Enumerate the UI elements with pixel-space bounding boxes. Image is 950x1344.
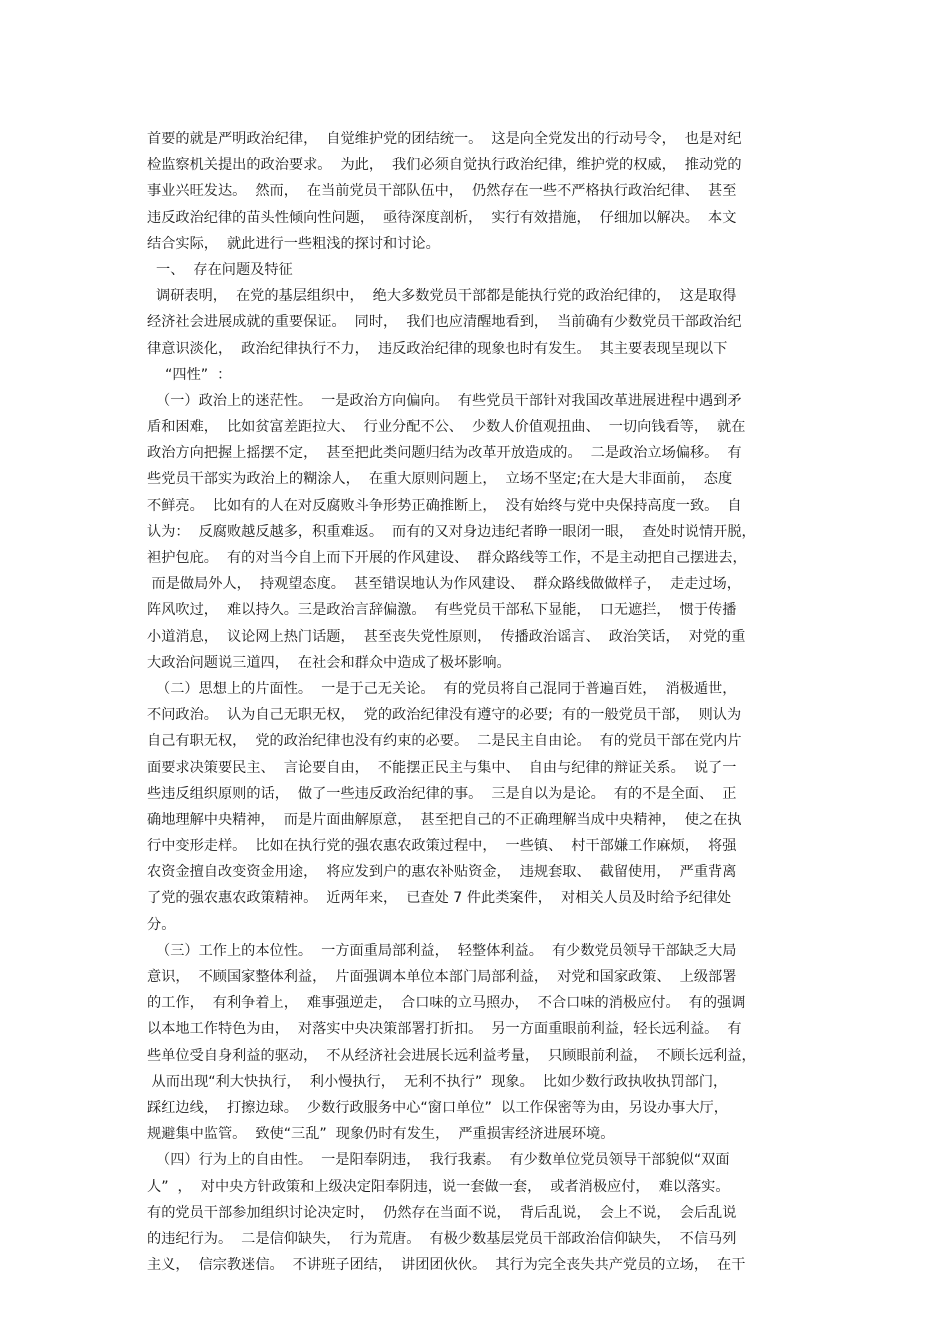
text-line: （四）行为上的自由性。 一是阳奉阴违， 我行我素。 有少数单位党员领导干部貌似“双面 — [147, 1152, 730, 1169]
text-line: 违反政治纪律的苗头性倾向性问题， 亟待深度剖析， 实行有效措施， 仔细加以解决。 本文 — [147, 209, 737, 226]
text-line: 而是做局外人， 持观望态度。 甚至错误地认为作风建设、 群众路线做做样子， 走走过场， — [147, 576, 741, 593]
text-line: 不问政治。 认为自己无职无权， 党的政治纪律没有遵守的必要; 有的一般党员干部， 则认为 — [147, 707, 742, 724]
text-line: 些党员干部实为政治上的糊涂人， 在重大原则问题上， 立场不坚定;在大是大非面前， 态度 — [147, 471, 733, 488]
text-line: 不鲜亮。 比如有的人在对反腐败斗争形势正确推断上， 没有始终与党中央保持高度一致。 自 — [147, 497, 742, 514]
text-line: 检监察机关提出的政治要求。 为此， 我们必须自觉执行政治纪律，维护党的权威， 推动党的 — [147, 157, 742, 174]
text-line: 小道消息， 议论网上热门话题， 甚至丧失党性原则， 传播政治谣言、 政治笑话， 对党的重 — [147, 628, 746, 645]
text-line: 自己有职无权， 党的政治纪律也没有约束的必要。 二是民主自由论。 有的党员干部在党内片 — [147, 733, 742, 750]
text-line: （一）政治上的迷茫性。 一是政治方向偏向。 有些党员干部针对我国改革进展进程中遇到矛 — [147, 392, 742, 409]
text-line: 人” ， 对中央方针政策和上级决定阳奉阴违，说一套做一套， 或者消极应付， 难以落实。 — [147, 1178, 730, 1195]
text-line: 认为： 反腐败越反越多，积重难返。 而有的又对身边违纪者睁一眼闭一眼， 查处时说情开脱， — [147, 523, 756, 540]
text-line: （二）思想上的片面性。 一是于己无关论。 有的党员将自己混同于普遍百姓， 消极遁世， — [147, 680, 737, 697]
text-line: 踩红边线， 打擦边球。 少数行政服务中心“窗口单位” 以工作保密等为由，另设办事大厅， — [147, 1099, 728, 1116]
text-line: （三）工作上的本位性。 一方面重局部利益， 轻整体利益。 有少数党员领导干部缺乏大局 — [147, 942, 737, 959]
text-line: 的违纪行为。 二是信仰缺失， 行为荒唐。 有极少数基层党员干部政治信仰缺失， 不信马列 — [147, 1230, 737, 1247]
text-line: 大政治问题说三道四， 在社会和群众中造成了极坏影响。 — [147, 654, 511, 671]
text-line: 首要的就是严明政治纪律， 自觉维护党的团结统一。 这是向全党发出的行动号令， 也是对纪 — [147, 131, 742, 147]
text-line: 以本地工作特色为由， 对落实中央决策部署打折扣。 另一方面重眼前利益，轻长远利益。 有 — [147, 1021, 742, 1038]
body-text — [147, 126, 812, 1278]
text-line: 袒护包庇。 有的对当今自上而下开展的作风建设、 群众路线等工作，不是主动把自己摆进去， — [147, 550, 747, 566]
text-line: 主义， 信宗教迷信。 不讲班子团结， 讲团团伙伙。 其行为完全丧失共产党员的立场， 在干 — [147, 1257, 746, 1274]
text-line: 些单位受自身利益的驱动， 不从经济社会进展长远利益考量， 只顾眼前利益， 不顾长远利益， — [147, 1047, 756, 1064]
text-line: 阵风吹过， 难以持久。三是政治言辞偏激。 有些党员干部私下显能， 口无遮拦， 惯于传播 — [147, 602, 737, 619]
text-line: 有的党员干部参加组织讨论决定时， 仍然存在当面不说， 背后乱说， 会上不说， 会后乱说 — [147, 1204, 737, 1221]
text-line: 结合实际， 就此进行一些粗浅的探讨和讨论。 — [147, 235, 440, 252]
text-line: 规避集中监管。 致使“三乱” 现象仍时有发生， 严重损害经济进展环境。 — [147, 1126, 615, 1143]
text-line: 调研表明， 在党的基层组织中， 绝大多数党员干部都是能执行党的政治纪律的， 这是取得 — [147, 288, 737, 305]
text-line: 分。 — [147, 916, 176, 933]
text-line: 意识， 不顾国家整体利益， 片面强调本单位本部门局部利益， 对党和国家政策、 上级部署 — [147, 969, 737, 985]
text-line: 农资金擅自改变资金用途， 将应发到户的惠农补贴资金， 违规套取、 截留使用， 严重背离 — [147, 864, 737, 881]
text-line: “四性” ： — [147, 366, 232, 383]
text-line: 一、 存在问题及特征 — [147, 261, 293, 278]
text-line: 事业兴旺发达。 然而， 在当前党员干部队伍中， 仍然存在一些不严格执行政治纪律、 甚至 — [147, 183, 737, 200]
text-line: 政治方向把握上摇摆不定， 甚至把此类问题归结为改革开放造成的。 二是政治立场偏移。 有 — [147, 445, 742, 462]
text-line: 面要求决策要民主、 言论要自由， 不能摆正民主与集中、 自由与纪律的辩证关系。 说了一 — [147, 759, 737, 776]
text-line: 经济社会进展成就的重要保证。 同时， 我们也应清醒地看到， 当前确有少数党员干部政治纪 — [147, 314, 742, 331]
text-line: 盾和困难， 比如贫富差距拉大、 行业分配不公、 少数人价值观扭曲、 一切向钱看等， 就在 — [147, 419, 746, 436]
text-line: 些违反组织原则的话， 做了一些违反政治纪律的事。 三是自以为是论。 有的不是全面、 正 — [147, 785, 737, 802]
text-line: 确地理解中央精神， 而是片面曲解原意， 甚至把自己的不正确理解当成中央精神， 使之在执 — [147, 811, 742, 828]
text-line: 从而出现“利大快执行， 利小慢执行， 无利不执行” 现象。 比如少数行政执收执罚部门， — [147, 1073, 728, 1090]
text-line: 的工作， 有利争着上， 难事强逆走， 合口味的立马照办， 不合口味的消极应付。 有的强调 — [147, 995, 746, 1012]
text-line: 律意识淡化， 政治纪律执行不力， 违反政治纪律的现象也时有发生。 其主要表现呈现以下 — [147, 340, 728, 357]
text-line: 了党的强农惠农政策精神。 近两年来， 已查处 7 件此类案件， 对相关人员及时给予纪律处 — [147, 890, 732, 907]
text-line: 行中变形走样。 比如在执行党的强农惠农政策过程中， 一些镇、 村干部嫌工作麻烦， 将强 — [147, 838, 737, 855]
